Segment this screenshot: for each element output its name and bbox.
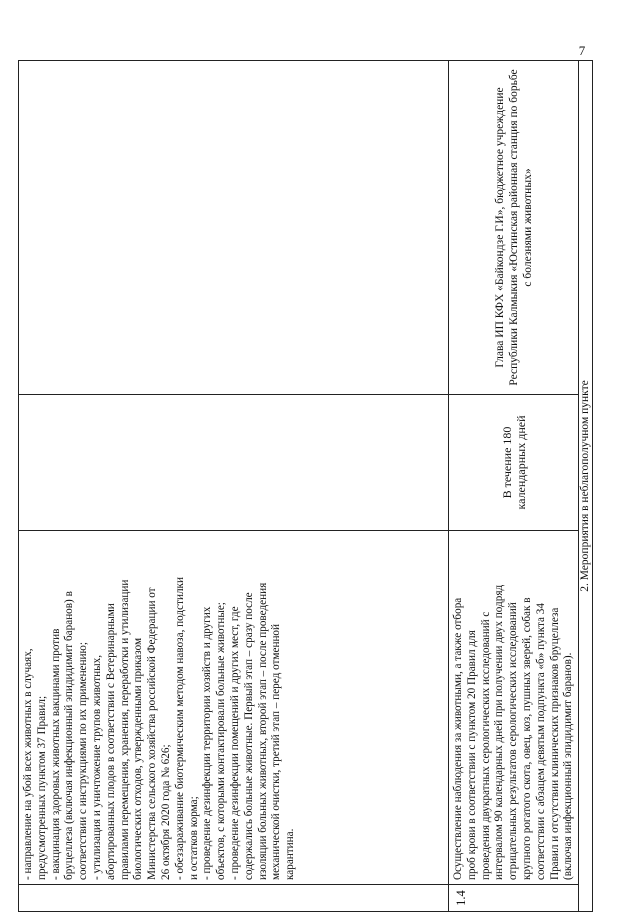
text-line: крупного рогатого скота, овец, коз, пушных зверей, собак в [520,597,533,880]
text-line: карантина. [284,828,297,880]
text-line: механической очистки, третий этап – перед отменной [270,623,283,880]
section-header-row [579,61,593,912]
text-line: объектов, с которыми контактировали больные животные; [215,602,228,880]
text-line: Правил и отсутствии клинических признаков бруцеллеза [548,607,561,880]
text-line: - обеззараживание биотермическим методом навоза, подстилки [173,577,186,880]
text-line: Осуществление наблюдения за животными, а также отбора [452,597,464,880]
text-line: - утилизация и уничтожение трупов животных, [90,654,103,880]
text-line: проб крови в соответствии с пунктом 20 Правил для [465,630,478,880]
rotated-page-content [18,20,598,912]
term-text: В течение 180 календарных дней [499,415,528,510]
measures-text-cell [449,531,579,885]
text-line: - направление на убой всех животных в случаях, [22,648,34,880]
text-line: предусмотренных пунктом 37 Правил; [35,695,48,880]
responsible-cell [19,61,449,395]
measures-text-cell [19,531,449,885]
text-line: 26 октября 2020 года № 626; [159,744,172,880]
responsible-cell [449,61,579,395]
text-line: отрицательных результатов серологических исследований [507,602,520,880]
term-cell [19,395,449,531]
table-row [19,61,449,912]
text-line: бруцеллеза (включая инфекционный эпидидимит баранов) в [63,591,76,880]
text-line: - вакцинация здоровых животных вакцинами против [49,628,62,880]
text-line: - проведение дезинфекции помещений и других мест, где [228,606,241,880]
text-line: проведения двукратных серологических исследований с [479,611,492,880]
text-line: содержались больные животные. Первый этап – сразу после [242,592,255,880]
text-line: соответствии с инструкциями по их применению; [77,642,90,880]
measures-table [18,60,593,912]
term-cell [449,395,579,531]
section-header: 2. Мероприятия в неблагополучном пункте [579,61,593,912]
text-line: соответствии с абзацем девятым подпункта «б» пункта 34 [534,603,547,880]
row-number-cell [19,885,449,912]
text-line: Министерства сельского хозяйства российской Федерации от [146,587,159,880]
text-line: и остатков корма; [187,796,200,880]
text-line: (включая инфекционный эпидидимит баранов). [562,652,575,880]
row-number-cell: 1.4 [449,885,579,912]
text-line: абортированных плодов в соответствии с Ветеринарными [104,603,117,880]
responsible-text: Глава ИП КФХ «Байкондзе Г.И», бюджетное учреждение Республики Калмыкия «Юстинская районная станция по борьбе с болезнями животных» [493,69,534,386]
text-line: изоляции больных животных, второй этап – после проведения [256,582,269,880]
text-line: интервалом 90 календарных дней при получении двух подряд [493,584,506,880]
page-number: 7 [578,42,586,58]
text-line: - проведение дезинфекции территории хозяйств и других [201,606,214,880]
text-line: правилами перемещения, хранения, переработки и утилизации [118,579,131,880]
table-row [449,61,579,912]
text-line: биологических отходов, утвержденными приказом [132,637,145,880]
